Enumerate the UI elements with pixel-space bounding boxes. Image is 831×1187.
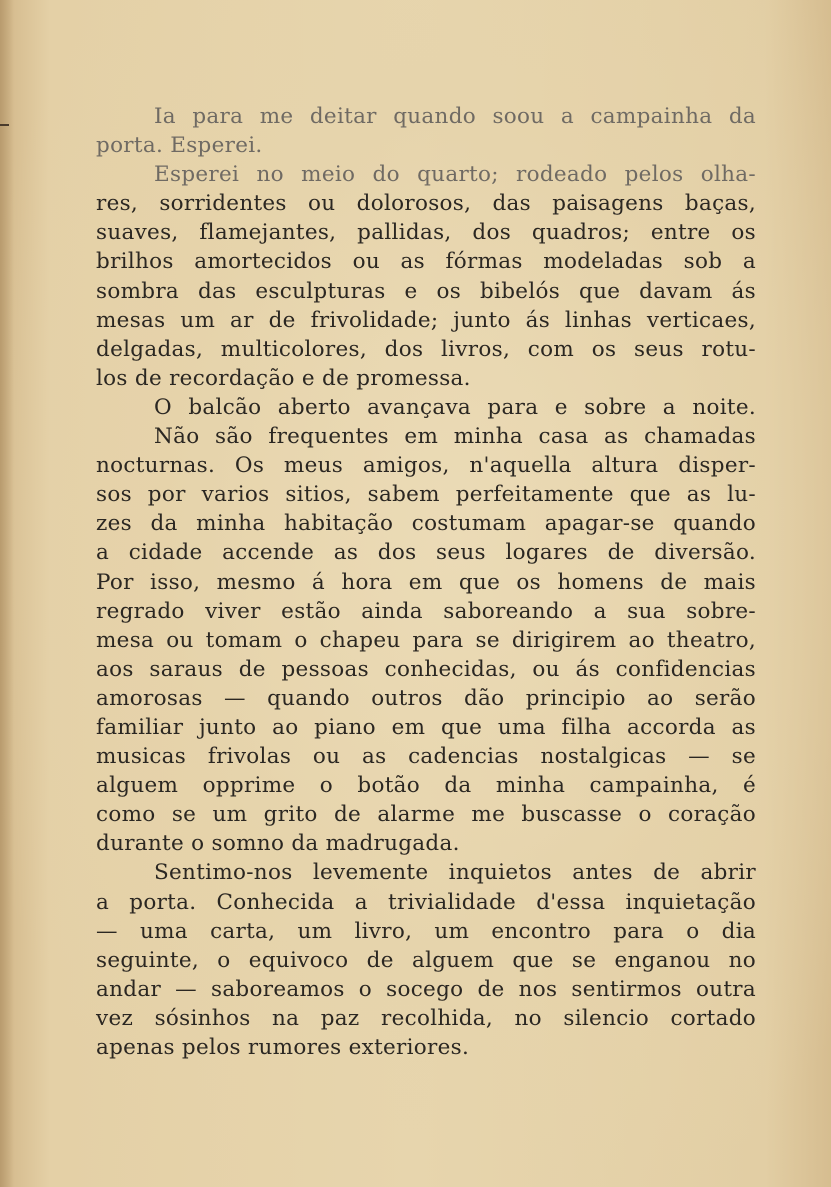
text-line: familiar junto ao piano em que uma filha accorda as: [96, 714, 756, 740]
text-line: Sentimo-nos levemente inquietos antes de abrir: [154, 860, 756, 886]
text-line: nocturnas. Os meus amigos, n'aquella altura disper-: [96, 453, 756, 479]
text-line: brilhos amortecidos ou as fórmas modeladas sob a: [96, 249, 756, 275]
text-line: res, sorridentes ou dolorosos, das paisagens baças,: [96, 191, 756, 217]
text-line: como se um grito de alarme me buscasse o coração: [96, 802, 756, 828]
text-line: — uma carta, um livro, um encontro para o dia: [96, 918, 756, 944]
text-line: amorosas — quando outros dão principio ao serão: [96, 685, 756, 711]
body-text: [96, 102, 756, 1062]
text-line: a cidade accende as dos seus logares de diversão.: [96, 540, 756, 566]
text-line: sombra das esculpturas e os bibelós que davam ás: [96, 278, 756, 304]
text-line: a porta. Conhecida a trivialidade d'essa inquietação: [96, 889, 756, 915]
text-line: vez sósinhos na paz recolhida, no silencio cortado: [96, 1005, 756, 1031]
text-line: apenas pelos rumores exteriores.: [96, 1035, 470, 1060]
text-line: seguinte, o equivoco de alguem que se enganou no: [96, 947, 756, 973]
text-line: mesas um ar de frivolidade; junto ás linhas verticaes,: [96, 307, 756, 333]
text-line: Esperei no meio do quarto; rodeado pelos olha-: [154, 162, 756, 188]
text-line: O balcão aberto avançava para e sobre a noite.: [154, 394, 756, 420]
text-line: Por isso, mesmo á hora em que os homens de mais: [96, 569, 756, 595]
text-line: zes da minha habitação costumam apagar-se quando: [96, 511, 756, 537]
text-line: suaves, flamejantes, pallidas, dos quadros; entre os: [96, 220, 756, 246]
text-line: Não são frequentes em minha casa as chamadas: [154, 424, 756, 450]
text-line: aos saraus de pessoas conhecidas, ou ás confidencias: [96, 656, 756, 682]
text-line: andar — saboreamos o socego de nos sentirmos outra: [96, 976, 756, 1002]
text-line: porta. Esperei.: [96, 133, 263, 159]
text-line: sos por varios sitios, sabem perfeitamente que as lu-: [96, 482, 756, 508]
text-line: durante o somno da madrugada.: [96, 831, 460, 857]
text-line: delgadas, multicolores, dos livros, com os seus rotu-: [96, 336, 756, 362]
text-line: alguem opprime o botão da minha campainha, é: [96, 773, 756, 799]
page-gutter-shadow: [0, 0, 14, 1187]
text-line: mesa ou tomam o chapeu para se dirigirem ao theatro,: [96, 627, 756, 653]
text-line: regrado viver estão ainda saboreando a sua sobre-: [96, 598, 756, 624]
text-line: Ia para me deitar quando soou a campainha da: [154, 104, 756, 129]
margin-mark: [0, 124, 9, 126]
text-line: los de recordação e de promessa.: [96, 365, 471, 391]
text-line: musicas frivolas ou as cadencias nostalgicas — se: [96, 744, 756, 770]
